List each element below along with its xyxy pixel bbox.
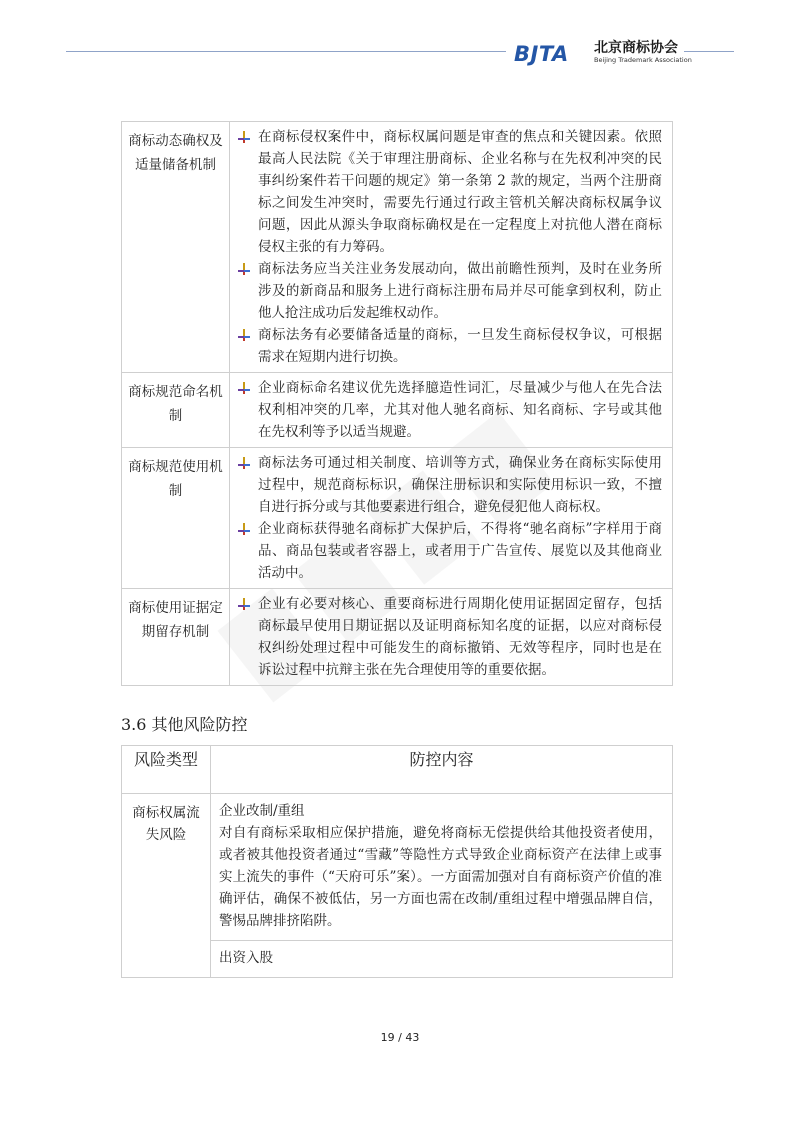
header-rule-left <box>66 51 506 52</box>
row-label: 商标规范使用机制 <box>122 448 230 589</box>
arrow-bullet-icon <box>236 518 258 540</box>
bullet-text: 企业商标获得驰名商标扩大保护后，不得将“驰名商标”字样用于商品、商品包装或者容器上，或者用于广告宣传、展览以及其他商业活动中。 <box>258 521 662 581</box>
row-label: 商标规范命名机制 <box>122 373 230 448</box>
section-heading: 3.6 其他风险防控 <box>121 715 248 734</box>
row-content <box>211 794 673 941</box>
table-row <box>122 794 673 941</box>
header-rule-right <box>684 51 734 52</box>
row-label: 商标权属流失风险 <box>122 794 211 978</box>
trademark-mechanism-table <box>121 121 673 686</box>
column-header-control-content: 防控内容 <box>211 746 673 794</box>
row-content <box>230 448 673 589</box>
logo-mark: BJTA <box>514 42 569 66</box>
table-row <box>122 589 673 686</box>
list-item <box>236 518 662 584</box>
table-row <box>122 122 673 373</box>
arrow-bullet-icon <box>236 452 258 474</box>
bullet-text: 企业有必要对核心、重要商标进行周期化使用证据固定留存，包括商标最早使用日期证据以及证明商标知名度的证据，以应对商标侵权纠纷处理过程中可能发生的商标撤销、无效等程序，同时也是在诉讼过程中抗辩主张在先合理使用等的重要依据。 <box>258 596 662 678</box>
logo-english-name: Beijing Trademark Association <box>594 56 692 64</box>
bullet-text: 商标法务有必要储备适量的商标，一旦发生商标侵权争议，可根据需求在短期内进行切换。 <box>258 327 662 365</box>
row-content <box>230 589 673 686</box>
subsection-title: 企业改制/重组 <box>219 803 305 819</box>
table-row <box>122 448 673 589</box>
row-content <box>230 373 673 448</box>
list-item <box>236 126 662 258</box>
bullet-text: 商标法务可通过相关制度、培训等方式，确保业务在商标实际使用过程中，规范商标标识，确保注册标识和实际使用标识一致，不擅自进行拆分或与其他要素进行组合，避免侵犯他人商标权。 <box>258 455 662 515</box>
arrow-bullet-icon <box>236 593 258 615</box>
row-content <box>230 122 673 373</box>
arrow-bullet-icon <box>236 126 258 148</box>
row-label: 商标动态确权及适量储备机制 <box>122 122 230 373</box>
list-item <box>236 593 662 681</box>
subsection-text: 对自有商标采取相应保护措施，避免将商标无偿提供给其他投资者使用，或者被其他投资者通过“雪藏”等隐性方式导致企业商标资产在法律上或事实上流失的事件（“天府可乐”案）。一方面需加强对自有商标资产价值的准确评估，确保不被低估，另一方面也需在改制/重组过程中增强品牌自信，警惕品牌排挤陷阱。 <box>219 825 662 929</box>
list-item <box>236 377 662 443</box>
list-item <box>236 324 662 368</box>
column-header-risk-type: 风险类型 <box>122 746 211 794</box>
row-content <box>211 941 673 978</box>
bullet-text: 企业商标命名建议优先选择臆造性词汇，尽量减少与他人在先合法权利相冲突的几率，尤其对他人驰名商标、知名商标、字号或其他在先权利等予以适当规避。 <box>258 380 662 440</box>
arrow-bullet-icon <box>236 324 258 346</box>
logo-chinese-name: 北京商标协会 <box>594 40 678 56</box>
page-number: 19 / 43 <box>380 1031 420 1044</box>
list-item <box>236 258 662 324</box>
table-row <box>122 373 673 448</box>
arrow-bullet-icon <box>236 258 258 280</box>
arrow-bullet-icon <box>236 377 258 399</box>
list-item <box>236 452 662 518</box>
other-risk-table <box>121 745 673 978</box>
bullet-text: 商标法务应当关注业务发展动向，做出前瞻性预判，及时在业务所涉及的新商品和服务上进行商标注册布局并尽可能拿到权利，防止他人抢注成功后发起维权动作。 <box>258 261 662 321</box>
bullet-text: 在商标侵权案件中，商标权属问题是审查的焦点和关键因素。依照最高人民法院《关于审理注册商标、企业名称与在先权利冲突的民事纠纷案件若干问题的规定》第一条第 2 款的规定，当两个注册商标之间发生冲突时，需要先行通过行政主管机关解决商标权属争议问题，因此从源头争取商标确权是在一定程度上对抗他人潜在商标侵权主张的有力筹码。 <box>258 129 662 255</box>
row-label: 商标使用证据定期留存机制 <box>122 589 230 686</box>
table-header-row <box>122 746 673 794</box>
subsection-title: 出资入股 <box>219 950 273 966</box>
bjta-logo <box>514 36 692 68</box>
